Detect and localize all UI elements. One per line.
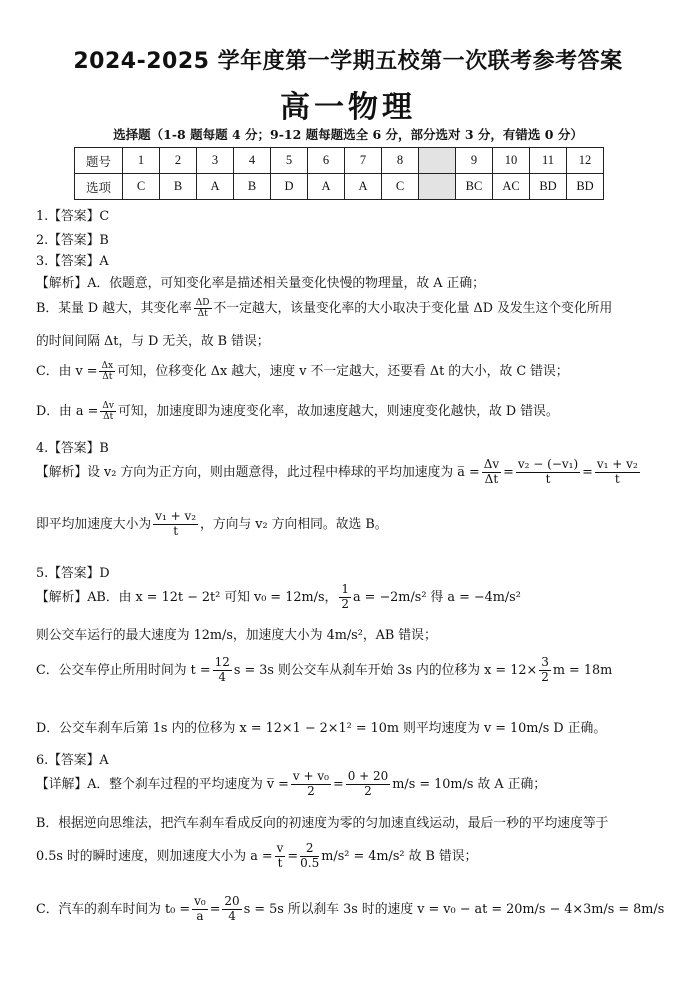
fraction: [482, 458, 501, 487]
table-gap-cell: [419, 174, 456, 200]
explanation-line: [36, 360, 569, 382]
denominator: a: [196, 908, 204, 923]
explanation-line: 则公交车运行的最大速度为 12m/s，加速度大小为 4m/s²，AB 错误；: [36, 628, 437, 643]
text-segment: 即平均加速度大小为: [36, 516, 152, 532]
numerator: v + v₀: [292, 769, 329, 783]
numerator: v₁ + v₂: [155, 509, 197, 523]
fraction: [153, 510, 198, 539]
denominator: t: [173, 523, 179, 538]
fraction: [339, 583, 351, 612]
text-segment: m/s² = 4m/s² 故 B 错误；: [321, 848, 478, 864]
numerator: v: [276, 841, 284, 855]
table-cell: 7: [345, 148, 382, 174]
denominator: Δt: [484, 471, 499, 486]
table-row-label: 题号: [75, 148, 123, 174]
equals-sign: =: [209, 901, 221, 917]
answer-line: 2.【答案】B: [36, 233, 109, 248]
numerator: 0 + 20: [347, 769, 389, 783]
text-segment: B．某量 D 越大，其变化率: [36, 301, 192, 316]
numerator: Δx: [101, 360, 114, 371]
denominator: 4: [228, 908, 236, 923]
explanation-line: [36, 510, 388, 539]
table-cell: C: [382, 174, 419, 200]
numerator: v₁ + v₂: [596, 457, 638, 471]
explanation-line: [36, 400, 559, 422]
text-segment: C．汽车的刹车时间为 t₀ =: [36, 901, 191, 917]
explanation-line: [36, 583, 521, 612]
denominator: t: [277, 855, 283, 870]
fraction: [213, 656, 232, 685]
denominator: 2: [341, 596, 349, 611]
equals-sign: =: [332, 776, 344, 792]
fraction: [516, 458, 580, 487]
numerator: 1: [341, 582, 349, 596]
answer-line: 5.【答案】D: [36, 566, 110, 581]
table-cell: 1: [123, 148, 160, 174]
explanation-line: 的时间间隔 Δt，与 D 无关，故 B 错误；: [36, 334, 270, 349]
equals-sign: =: [287, 848, 299, 864]
text-segment: 【解析】AB．由 x = 12t − 2t² 可知 v₀ = 12m/s，: [36, 589, 338, 605]
text-segment: 【详解】A．整个刹车过程的平均速度为 v̅ =: [36, 776, 289, 792]
table-cell: 2: [160, 148, 197, 174]
text-segment: C．公交车停止所用时间为 t =: [36, 662, 211, 678]
answer-line: 3.【答案】A: [36, 254, 109, 269]
explanation-line: [36, 770, 546, 799]
explanation-line: [36, 895, 664, 924]
table-cell: D: [271, 174, 308, 200]
numerator: 12: [214, 655, 230, 669]
table-cell: BD: [530, 174, 567, 200]
numerator: Δv: [102, 400, 114, 411]
table-cell: 11: [530, 148, 567, 174]
denominator: 4: [218, 669, 227, 684]
answer-line: 6.【答案】A: [36, 753, 109, 768]
equals-sign: =: [582, 464, 593, 480]
table-cell: AC: [493, 174, 530, 200]
text-segment: D．由 a =: [36, 404, 99, 419]
fraction: [192, 895, 208, 924]
text-segment: s = 3s 则公交车从刹车开始 3s 内的位移为 x = 12×: [233, 662, 538, 678]
table-cell: 12: [567, 148, 604, 174]
numerator: v₀: [194, 894, 206, 908]
table-cell: 5: [271, 148, 308, 174]
explanation-line: [36, 458, 642, 487]
subject-title: 高一物理: [280, 90, 416, 125]
table-cell: C: [123, 174, 160, 200]
text-segment: 不一定越大，该量变化率的大小取决于变化量 ΔD 及发生这个变化所用: [213, 301, 613, 316]
text-segment: 【解析】设 v₂ 方向为正方向，则由题意得，此过程中棒球的平均加速度为 a̅ =: [36, 464, 480, 480]
numerator: ΔD: [195, 297, 210, 308]
numerator: 3: [541, 655, 549, 669]
explanation-line: [36, 842, 477, 871]
text-segment: 可知，加速度即为速度变化率，故加速度越大，则速度变化越快，故 D 错误。: [117, 404, 559, 419]
fraction: [291, 770, 331, 799]
table-cell: A: [345, 174, 382, 200]
table-cell: B: [234, 174, 271, 200]
table-cell: B: [160, 174, 197, 200]
text-segment: m/s = 10m/s 故 A 正确；: [392, 776, 547, 792]
denominator: 2: [307, 783, 315, 798]
table-row: [75, 148, 604, 174]
fraction: [595, 458, 640, 487]
numerator: v₂ − (−v₁): [517, 457, 579, 471]
numerator: 20: [224, 894, 240, 908]
denominator: 2: [364, 783, 372, 798]
explanation-line: 【解析】A．依题意，可知变化率是描述相关量变化快慢的物理量，故 A 正确；: [36, 276, 485, 291]
scoring-note: 选择题（1-8 题每题 4 分；9-12 题每题选全 6 分，部分选对 3 分，有错选 0 分）: [113, 127, 583, 142]
explanation-line: D．公交车刹车后第 1s 内的位移为 x = 12×1 − 2×1² = 10m 则平均速度为 v = 10m/s D 正确。: [36, 721, 607, 736]
table-cell: 6: [308, 148, 345, 174]
answer-line: 1.【答案】C: [36, 209, 110, 224]
denominator: 2: [541, 669, 549, 684]
denominator: Δt: [197, 309, 208, 319]
explanation-line: [36, 656, 612, 685]
answer-line: 4.【答案】B: [36, 441, 109, 456]
denominator: t: [545, 471, 551, 486]
table-row: [75, 174, 604, 200]
fraction: [222, 895, 241, 924]
table-gap-cell: [419, 148, 456, 174]
fraction: [300, 842, 319, 871]
table-row-label: 选项: [75, 174, 123, 200]
text-segment: ，方向与 v₂ 方向相同。故选 B。: [200, 516, 388, 532]
text-segment: m = 18m: [552, 662, 613, 678]
table-cell: A: [308, 174, 345, 200]
denominator: Δt: [102, 372, 113, 382]
fraction: [100, 401, 116, 423]
table-cell: BD: [567, 174, 604, 200]
text-segment: 0.5s 时的瞬时速度，则加速度大小为 a =: [36, 848, 273, 864]
answer-table: [74, 147, 604, 200]
table-cell: A: [197, 174, 234, 200]
table-cell: 8: [382, 148, 419, 174]
numerator: Δv: [483, 457, 500, 471]
explanation-line: [36, 297, 612, 319]
fraction: [194, 298, 212, 320]
fraction: [346, 770, 391, 799]
numerator: 2: [300, 842, 319, 857]
table-cell: 3: [197, 148, 234, 174]
page-title: 2024-2025 学年度第一学期五校第一次联考参考答案: [73, 49, 623, 74]
text-segment: s = 5s 所以刹车 3s 时的速度 v = v₀ − at = 20m/s − 4×3m/s = 8m/s: [243, 901, 665, 917]
equals-sign: =: [503, 464, 514, 480]
denominator: t: [614, 471, 620, 486]
table-cell: 4: [234, 148, 271, 174]
fraction: [99, 361, 115, 383]
table-cell: 10: [493, 148, 530, 174]
text-segment: C．由 v =: [36, 364, 98, 379]
text-segment: 可知，位移变化 Δx 越大，速度 v 不一定越大，还要看 Δt 的大小，故 C 错误；: [117, 364, 569, 379]
denominator: 0.5: [300, 855, 320, 870]
table-cell: 9: [456, 148, 493, 174]
denominator: Δt: [103, 412, 114, 422]
fraction: [539, 656, 551, 685]
text-segment: a = −2m/s² 得 a = −4m/s²: [352, 589, 521, 605]
explanation-line: B．根据逆向思维法，把汽车刹车看成反向的初速度为零的匀加速直线运动，最后一秒的平均速度等于: [36, 816, 609, 831]
table-cell: BC: [456, 174, 493, 200]
fraction: [275, 842, 286, 871]
